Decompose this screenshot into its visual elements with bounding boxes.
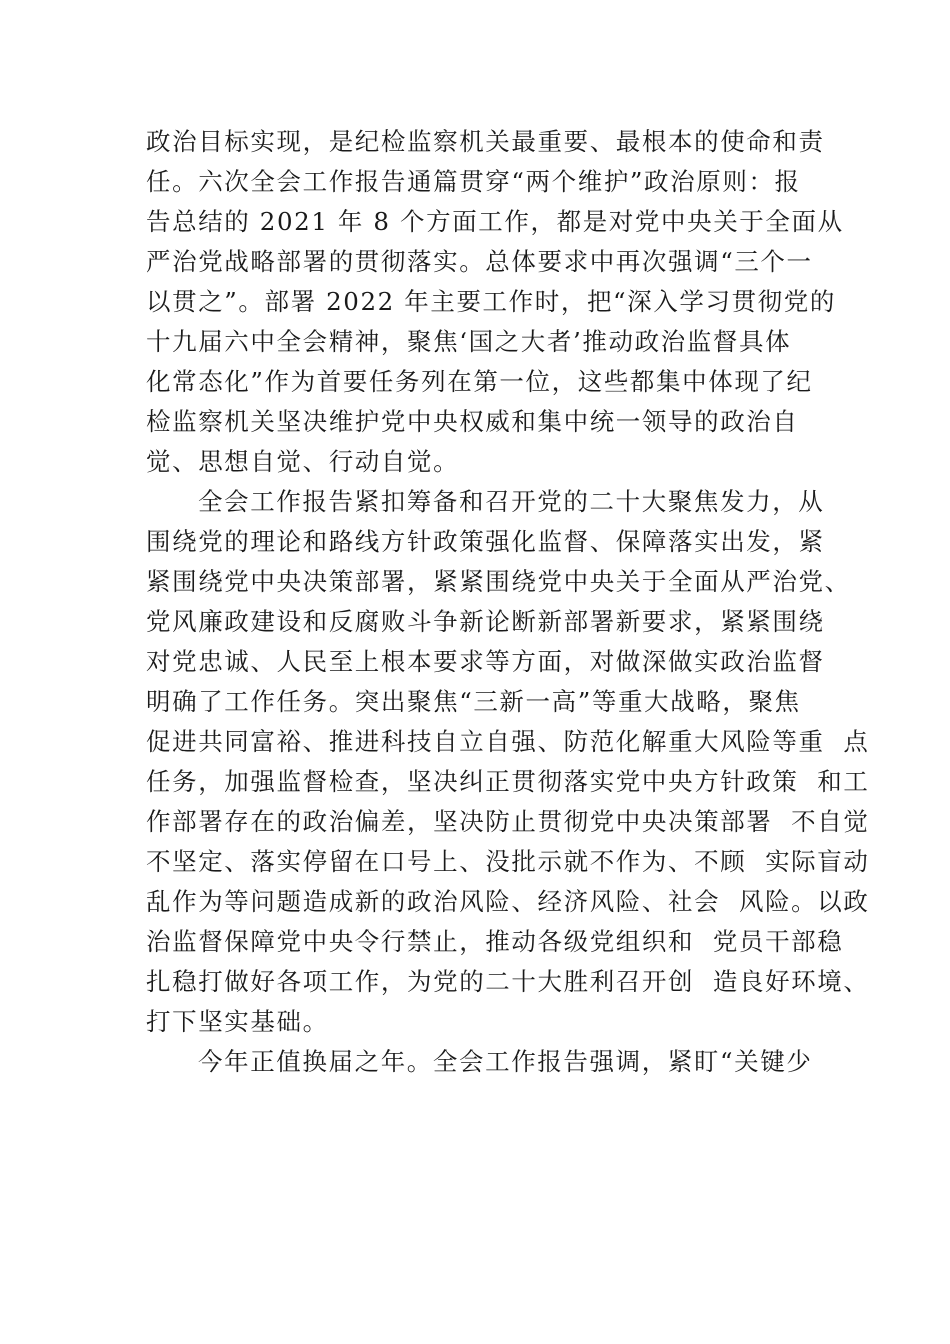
text-line: 促进共同富裕、推进科技自立自强、防范化解重大风险等重 点: [146, 727, 870, 756]
text-line: 不坚定、落实停留在口号上、没批示就不作为、不顾 实际盲动: [146, 847, 870, 876]
text-line: 围绕党的理论和路线方针政策强化监督、保障落实出发，紧: [146, 527, 825, 556]
text-line: 打下坚实基础。: [146, 1007, 329, 1036]
text-line: 十九届六中全会精神，聚焦‘国之大者’推动政治监督具体: [146, 327, 792, 356]
text-line: 作部署存在的政治偏差，坚决防止贯彻党中央决策部署 不自觉: [146, 807, 870, 836]
text-line: 对党忠诚、人民至上根本要求等方面，对做深做实政治监督: [146, 647, 825, 676]
paragraph-first-line: 全会工作报告紧扣筹备和召开党的二十大聚焦发力，从: [198, 487, 825, 516]
text-line: 党风廉政建设和反腐败斗争新论断新部署新要求，紧紧围绕: [146, 607, 825, 636]
text-line: 告总结的 2021 年 8 个方面工作，都是对党中央关于全面从: [146, 207, 844, 236]
text-line: 严治党战略部署的贯彻落实。总体要求中再次强调“三个一: [146, 247, 813, 276]
text-line: 检监察机关坚决维护党中央权威和集中统一领导的政治自: [146, 407, 799, 436]
text-line: 任。六次全会工作报告通篇贯穿“两个维护”政治原则：报: [146, 167, 801, 196]
text-line: 扎稳打做好各项工作，为党的二十大胜利召开创 造良好环境、: [146, 967, 870, 996]
text-line: 政治目标实现，是纪检监察机关最重要、最根本的使命和责: [146, 127, 825, 156]
text-line: 化常态化”作为首要任务列在第一位，这些都集中体现了纪: [146, 367, 813, 396]
paragraph-first-line: 今年正值换届之年。全会工作报告强调，紧盯“关键少: [198, 1047, 813, 1076]
text-line: 紧围绕党中央决策部署，紧紧围绕党中央关于全面从严治党、: [146, 567, 851, 596]
text-line: 觉、思想自觉、行动自觉。: [146, 447, 460, 476]
text-line: 治监督保障党中央令行禁止，推动各级党组织和 党员干部稳: [146, 927, 844, 956]
document-body: [146, 122, 870, 1082]
text-line: 乱作为等问题造成新的政治风险、经济风险、社会 风险。以政: [146, 887, 870, 916]
text-line: 任务，加强监督检查，坚决纠正贯彻落实党中央方针政策 和工: [146, 767, 870, 796]
text-line: 明确了工作任务。突出聚焦“三新一高”等重大战略，聚焦: [146, 687, 801, 716]
text-line: 以贯之”。部署 2022 年主要工作时，把“深入学习贯彻党的: [146, 287, 836, 316]
